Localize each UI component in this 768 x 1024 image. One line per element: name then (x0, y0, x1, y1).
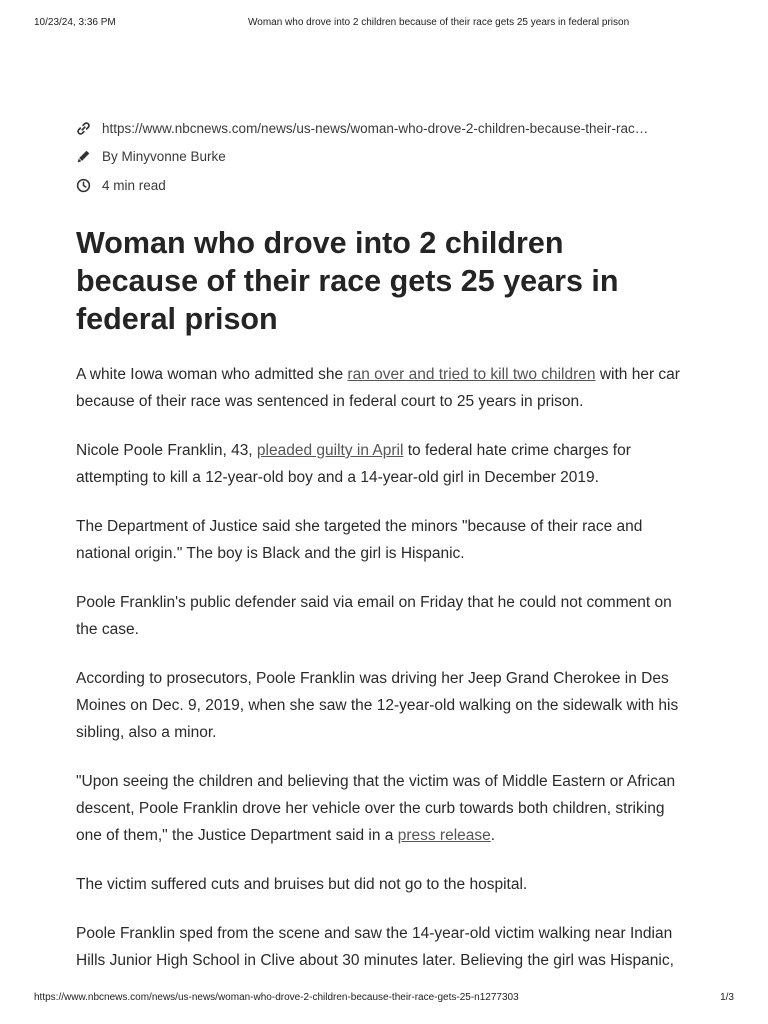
print-datetime: 10/23/24, 3:36 PM (34, 17, 116, 28)
article-body (76, 361, 694, 995)
paragraph-text: A white Iowa woman who admitted she (76, 366, 348, 383)
paragraph: According to prosecutors, Poole Franklin was driving her Jeep Grand Cherokee in Des Moines on Dec. 9, 2019, when she saw the 12-year-old walking on the sidewalk with his sibling, also a minor. (76, 669, 679, 742)
read-time: 4 min read (102, 177, 166, 193)
link-icon (76, 121, 102, 136)
author-row (76, 143, 696, 172)
paragraph-text: . (490, 827, 496, 845)
paragraph (76, 768, 694, 850)
paragraph: The victim suffered cuts and bruises but did not go to the hospital. (76, 875, 528, 893)
paragraph: The Department of Justice said she targeted the minors "because of their race and national origin." The boy is Black and the girl is Hispanic. (76, 517, 643, 563)
print-footer-url: https://www.nbcnews.com/news/us-news/woman-who-drove-2-children-because-their-race-gets-25-n1277303 (34, 992, 519, 1003)
read-time-row (76, 171, 696, 200)
paragraph (76, 361, 694, 415)
ran-over-link[interactable]: ran over and tried to kill two children (347, 366, 596, 383)
paragraph-text: to federal hate crime charges for attempting to kill a 12-year-old boy and a 14-year-old girl in December 2019. (76, 441, 631, 487)
paragraph-text: "Upon seeing the children and believing that the victim was of Middle Eastern or African descent, Poole Franklin drove her vehicle over the curb towards both children, striking one of them," the Justice Department said in a (76, 772, 676, 845)
paragraph-text: Nicole Poole Franklin, 43, (76, 441, 257, 459)
print-footer (34, 992, 734, 1006)
article-headline: Woman who drove into 2 children because of their race gets 25 years in federal prison (76, 226, 619, 336)
paragraph-text: with her car because of their race was sentenced in federal court to 25 years in prison. (76, 366, 680, 411)
clock-icon (76, 178, 102, 193)
pleaded-guilty-link[interactable]: pleaded guilty in April (256, 441, 404, 459)
source-url-link[interactable]: https://www.nbcnews.com/news/us-news/woman-who-drove-2-children-because-their-rac… (102, 120, 649, 136)
paragraph: Poole Franklin sped from the scene and saw the 14-year-old victim walking near Indian Hills Junior High School in Clive about 30 minutes later. Believing the girl was Hispanic, (76, 924, 674, 969)
press-release-link[interactable]: press release (397, 827, 491, 845)
paragraph: Poole Franklin's public defender said via email on Friday that he could not comment on the case. (76, 593, 672, 638)
paragraph (76, 437, 694, 491)
source-url-row (76, 114, 696, 143)
pen-icon (76, 149, 102, 164)
print-document-title: Woman who drove into 2 children because of their race gets 25 years in federal prison (248, 17, 630, 28)
page-number: 1/3 (720, 992, 734, 1003)
author-byline: By Minyvonne Burke (102, 149, 226, 165)
print-header (34, 17, 734, 31)
article-meta (76, 114, 696, 200)
